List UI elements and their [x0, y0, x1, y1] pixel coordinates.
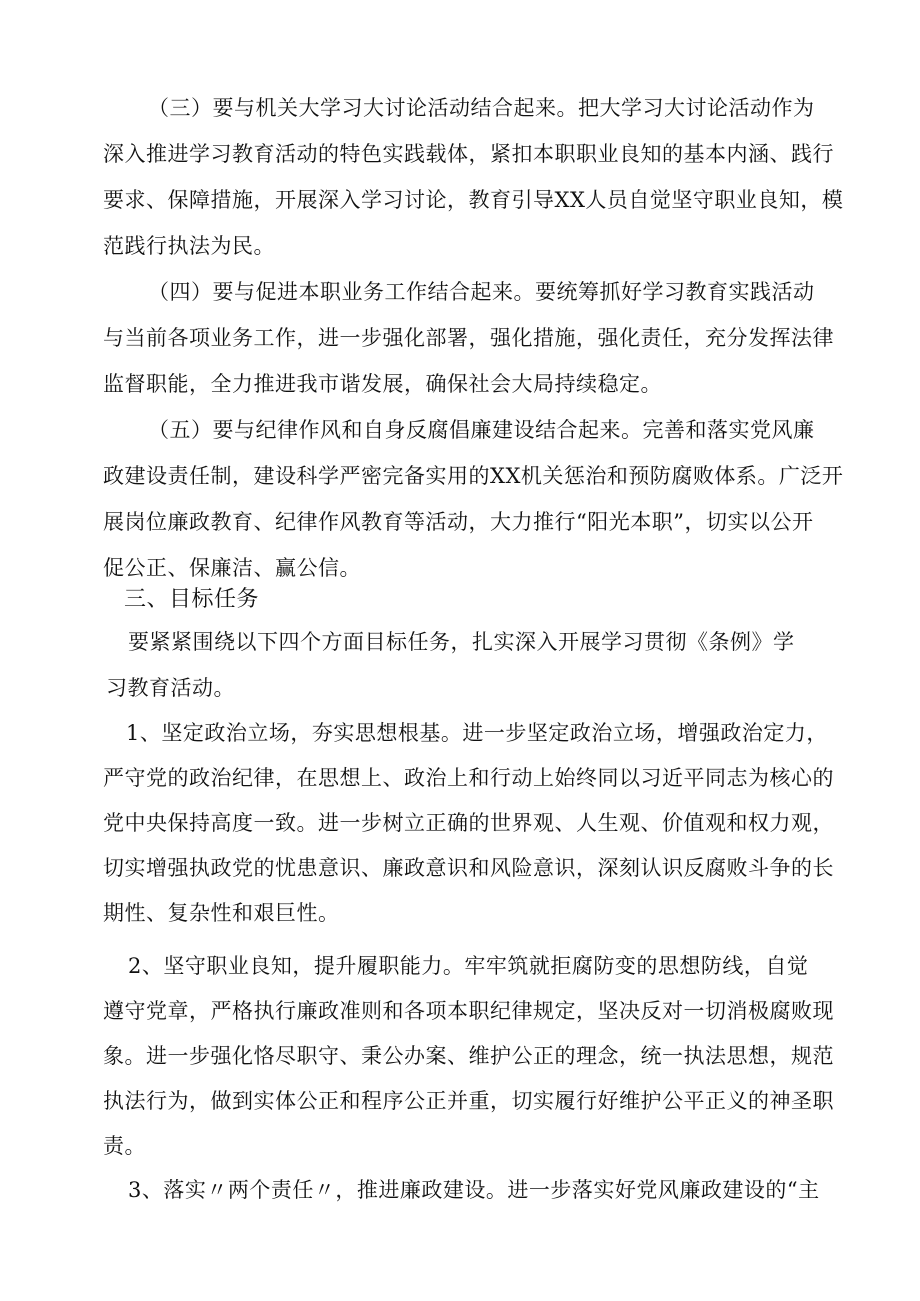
text-line: 要求、保障措施，开展深入学习讨论，教育引导XX人员自觉坚守职业良知，模: [103, 188, 844, 212]
text-line: 遵守党章，严格执行廉政准则和各项本职纪律规定，坚决反对一切消极腐败现: [103, 999, 834, 1023]
text-line: （五）要与纪律作风和自身反腐倡廉建设结合起来。完善和落实党风廉: [148, 418, 815, 442]
text-line: 严守党的政治纪律，在思想上、政治上和行动上始终同以习近平同志为核心的: [103, 766, 834, 790]
text-line: 要紧紧围绕以下四个方面目标任务，扎实深入开展学习贯彻《条例》学: [128, 630, 795, 654]
text-line: 象。进一步强化恪尽职守、秉公办案、维护公正的理念，统一执法思想，规范: [103, 1044, 834, 1068]
text-line: 展岗位廉政教育、纪律作风教育等活动，大力推行“阳光本职”，切实以公开: [103, 510, 814, 534]
text-line: （四）要与促进本职业务工作结合起来。要统筹抓好学习教育实践活动: [148, 280, 815, 304]
text-line: 与当前各项业务工作，进一步强化部署，强化措施，强化责任，充分发挥法律: [103, 326, 834, 350]
text-line: 促公正、保廉洁、赢公信。: [103, 556, 361, 580]
text-line: 责。: [103, 1134, 146, 1158]
text-line: 执法行为，做到实体公正和程序公正并重，切实履行好维护公平正义的神圣职: [103, 1089, 834, 1113]
text-line: 习教育活动。: [106, 676, 235, 700]
text-line: 监督职能，全力推进我市谐发展，确保社会大局持续稳定。: [103, 372, 662, 396]
text-line: 2、坚守职业良知，提升履职能力。牢牢筑就拒腐防变的思想防线，自觉: [128, 954, 809, 978]
text-line: 1、坚定政治立场，夯实思想根基。进一步坚定政治立场，增强政治定力，: [126, 721, 828, 745]
text-line: 期性、复杂性和艰巨性。: [103, 901, 340, 925]
text-line: 范践行执法为民。: [103, 234, 275, 258]
text-line: 切实增强执政党的忧患意识、廉政意识和风险意识，深刻认识反腐败斗争的长: [103, 856, 834, 880]
text-line: 党中央保持高度一致。进一步树立正确的世界观、人生观、价值观和权力观，: [103, 811, 834, 835]
text-line: 深入推进学习教育活动的特色实践载体，紧扣本职职业良知的基本内涵、践行: [103, 142, 834, 166]
text-line: （三）要与机关大学习大讨论活动结合起来。把大学习大讨论活动作为: [148, 96, 815, 120]
section-heading: 三、目标任务: [124, 587, 260, 612]
text-line: 3、落实〃两个责任〃，推进廉政建设。进一步落实好党风廉政建设的“主: [128, 1178, 820, 1202]
text-line: 政建设责任制，建设科学严密完备实用的XX机关惩治和预防腐败体系。广泛开: [103, 464, 844, 488]
